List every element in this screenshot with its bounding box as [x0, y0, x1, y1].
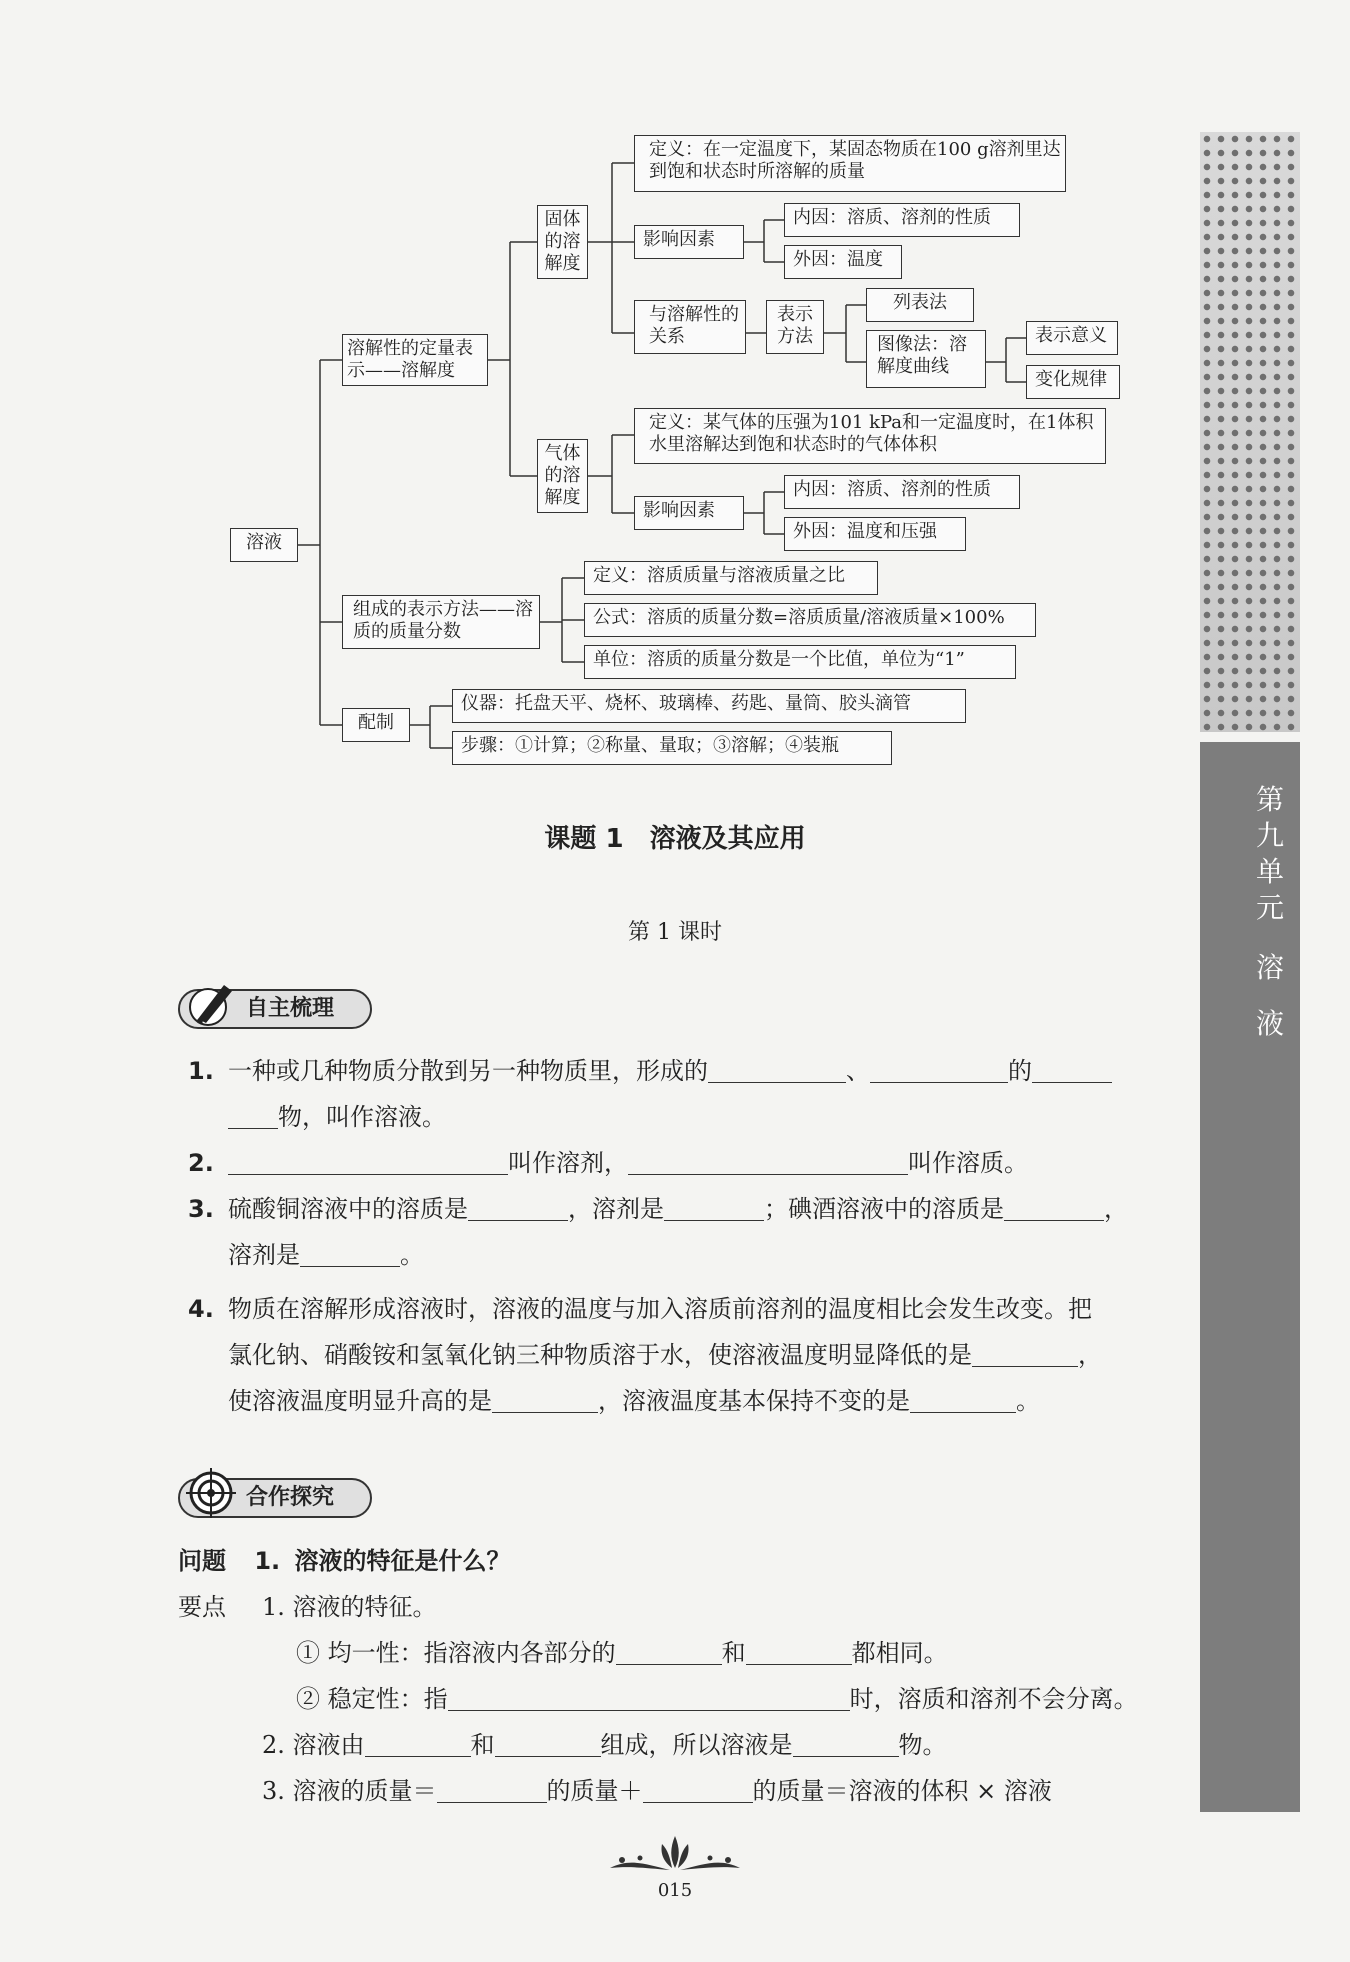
keypoint-uniformity — [296, 1630, 948, 1676]
keypoint-item-1: 1. 溶液的特征。 — [262, 1593, 437, 1621]
question-1-text-c: 的 — [1008, 1057, 1032, 1085]
mindmap-gas-external: 外因：温度和压强 — [784, 517, 966, 551]
problem-label: 问题 — [178, 1547, 226, 1575]
answer-blank[interactable] — [708, 1052, 846, 1083]
question-3-text-c: ；碘酒溶液中的溶质是 — [764, 1195, 1004, 1223]
mindmap-representation: 表示方法 — [766, 300, 824, 354]
answer-blank[interactable] — [664, 1190, 764, 1221]
target-icon — [186, 1466, 236, 1518]
answer-blank[interactable] — [643, 1772, 753, 1803]
question-3 — [188, 1186, 1178, 1278]
mindmap-gas-definition: 定义：某气体的压强为101 kPa和一定温度时，在1体积水里溶解达到饱和状态时的气体体积 — [634, 408, 1106, 464]
answer-blank[interactable] — [1032, 1052, 1112, 1083]
question-3-number: 3. — [188, 1195, 214, 1223]
answer-blank[interactable] — [972, 1336, 1078, 1367]
item-2-text-b: 和 — [470, 1731, 495, 1759]
question-4-line-1: 物质在溶解形成溶液时，溶液的温度与加入溶质前溶剂的温度相比会发生改变。把 — [228, 1295, 1092, 1323]
mindmap-relation: 与溶解性的关系 — [634, 300, 746, 354]
question-4-line-3c: 。 — [1016, 1387, 1040, 1415]
mindmap-comp-formula: 公式：溶质的质量分数=溶质质量/溶液质量×100% — [584, 603, 1036, 637]
keypoint-label: 要点 — [178, 1593, 226, 1621]
answer-blank[interactable] — [616, 1634, 722, 1665]
mindmap-comp-definition: 定义：溶质质量与溶液质量之比 — [584, 561, 878, 595]
answer-blank[interactable] — [910, 1382, 1016, 1413]
side-tab-band — [1200, 742, 1300, 1812]
answer-blank[interactable] — [492, 1382, 598, 1413]
mindmap-gas-factors: 影响因素 — [634, 496, 744, 530]
question-1-text-d: 物，叫作溶液。 — [278, 1103, 446, 1131]
answer-blank[interactable] — [228, 1098, 278, 1129]
mindmap-composition: 组成的表示方法——溶质的质量分数 — [342, 595, 540, 649]
uniformity-text-a: ① 均一性：指溶液内各部分的 — [296, 1639, 616, 1667]
question-2-text-b: 叫作溶质。 — [908, 1149, 1028, 1177]
section-cooperative-inquiry — [178, 1478, 372, 1518]
mindmap-preparation: 配制 — [342, 708, 410, 742]
answer-blank[interactable] — [437, 1772, 547, 1803]
question-1 — [188, 1048, 1178, 1140]
question-1-number: 1. — [188, 1057, 214, 1085]
page-number: 015 — [657, 1880, 693, 1901]
mindmap-solid-external: 外因：温度 — [784, 245, 902, 279]
item-2-text-a: 2. 溶液由 — [262, 1731, 365, 1759]
mindmap-solid-definition: 定义：在一定温度下，某固态物质在100 g溶剂里达到饱和状态时所溶解的质量 — [634, 135, 1066, 192]
side-tab-subject-2: 液 — [1255, 1007, 1284, 1040]
answer-blank[interactable] — [628, 1144, 908, 1175]
question-3-text-a: 硫酸铜溶液中的溶质是 — [228, 1195, 468, 1223]
mindmap-prep-steps: 步骤：①计算；②称量、量取；③溶解；④装瓶 — [452, 731, 892, 765]
answer-blank[interactable] — [746, 1634, 852, 1665]
question-4 — [188, 1286, 1178, 1424]
keypoint-item-3 — [262, 1768, 1052, 1814]
question-2-number: 2. — [188, 1149, 214, 1177]
answer-blank[interactable] — [870, 1052, 1008, 1083]
mindmap-list-method: 列表法 — [866, 288, 974, 322]
answer-blank[interactable] — [448, 1680, 850, 1711]
lesson-title: 课题 1 溶液及其应用 — [544, 824, 806, 854]
answer-blank[interactable] — [228, 1144, 508, 1175]
question-3-text-d: ， — [1104, 1195, 1128, 1223]
uniformity-text-c: 都相同。 — [851, 1639, 948, 1667]
problem-text: 溶液的特征是什么？ — [294, 1547, 511, 1575]
problem-number: 1. — [254, 1547, 281, 1575]
answer-blank[interactable] — [468, 1190, 568, 1221]
mindmap-solid-factors: 影响因素 — [634, 225, 744, 259]
answer-blank[interactable] — [495, 1726, 601, 1757]
mindmap-comp-unit: 单位：溶质的质量分数是一个比值，单位为“1” — [584, 645, 1016, 679]
mindmap-solid-internal: 内因：溶质、溶剂的性质 — [784, 203, 1020, 237]
question-3-text-f: 。 — [400, 1241, 424, 1269]
mindmap-solubility: 溶解性的定量表示——溶解度 — [342, 334, 488, 386]
section-self-review — [178, 989, 372, 1029]
item-3-text-c: 的质量＝溶液的体积 × 溶液 — [752, 1777, 1052, 1805]
pen-icon — [186, 977, 236, 1029]
answer-blank[interactable] — [793, 1726, 899, 1757]
question-4-number: 4. — [188, 1295, 214, 1323]
section-self-review-label: 自主梳理 — [246, 996, 335, 1021]
question-2-text-a: 叫作溶剂， — [508, 1149, 628, 1177]
mindmap-connectors — [0, 0, 1350, 800]
mindmap-meaning: 表示意义 — [1026, 321, 1118, 355]
lesson-subtitle: 第 1 课时 — [628, 920, 722, 945]
item-2-text-c: 组成，所以溶液是 — [600, 1731, 793, 1759]
mindmap-solid: 固体的溶解度 — [537, 205, 588, 279]
mindmap-gas-internal: 内因：溶质、溶剂的性质 — [784, 475, 1020, 509]
stability-text-a: ② 稳定性：指 — [296, 1685, 448, 1713]
mindmap-gas: 气体的溶解度 — [537, 439, 588, 513]
item-2-text-d: 物。 — [898, 1731, 947, 1759]
keypoint-item-2 — [262, 1722, 947, 1768]
section-cooperative-inquiry-label: 合作探究 — [246, 1485, 335, 1510]
stability-text-b: 时，溶质和溶剂不会分离。 — [849, 1685, 1138, 1713]
footer-ornament — [600, 1828, 750, 1878]
side-tab-unit: 第九单元 — [1255, 783, 1284, 924]
question-4-line-2a: 氯化钠、硝酸铵和氢氧化钠三种物质溶于水，使溶液温度明显降低的是 — [228, 1341, 972, 1369]
mindmap-trend: 变化规律 — [1026, 365, 1120, 399]
item-3-text-b: 的质量＋ — [546, 1777, 643, 1805]
question-1-text-b: 、 — [846, 1057, 870, 1085]
item-3-text-a: 3. 溶液的质量＝ — [262, 1777, 437, 1805]
question-2 — [188, 1140, 1178, 1186]
answer-blank[interactable] — [1004, 1190, 1104, 1221]
problem-heading — [178, 1538, 511, 1584]
question-3-text-b: ，溶剂是 — [568, 1195, 664, 1223]
answer-blank[interactable] — [300, 1236, 400, 1267]
answer-blank[interactable] — [365, 1726, 471, 1757]
question-3-text-e: 溶剂是 — [228, 1241, 300, 1269]
keypoint-stability — [296, 1676, 1138, 1722]
question-4-line-3a: 使溶液温度明显升高的是 — [228, 1387, 492, 1415]
side-tab-subject-1: 溶 — [1255, 951, 1284, 984]
uniformity-text-b: 和 — [721, 1639, 746, 1667]
question-1-text-a: 一种或几种物质分散到另一种物质里，形成的 — [228, 1057, 708, 1085]
mindmap-prep-tools: 仪器：托盘天平、烧杯、玻璃棒、药匙、量筒、胶头滴管 — [452, 689, 966, 723]
question-4-line-3b: ，溶液温度基本保持不变的是 — [598, 1387, 910, 1415]
mindmap-graph-method: 图像法：溶解度曲线 — [866, 330, 986, 388]
mindmap-root: 溶液 — [230, 528, 298, 562]
question-4-line-2b: ， — [1078, 1341, 1102, 1369]
